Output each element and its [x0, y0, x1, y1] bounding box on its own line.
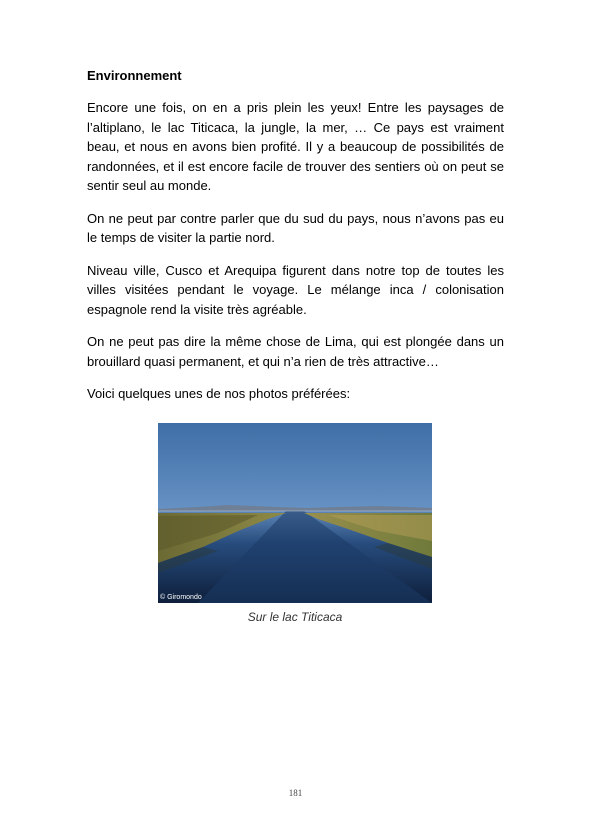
- text-body: [87, 66, 504, 417]
- lake-titicaca-photo: [158, 423, 432, 603]
- paragraph-photos-intro: Voici quelques unes de nos photos préférées:: [87, 386, 351, 401]
- photo-watermark: © Giromondo: [160, 594, 202, 601]
- paragraph-lima: On ne peut pas dire la même chose de Lima, qui est plongée dans un brouillard quasi permanent, et qui n’a rien de très attractive…: [87, 334, 504, 369]
- photo-caption: Sur le lac Titicaca: [247, 610, 343, 624]
- paragraph-landscapes: Encore une fois, on en a pris plein les yeux! Entre les paysages de l’altiplano, le lac Titicaca, la jungle, la mer, … Ce pays est vraiment beau, et nous en avons bien profité. Il y a beaucoup de possibilités de randonnées, et il est encore facile de trouver des sentiers où on peut se sentir seul au monde.: [87, 100, 504, 193]
- section-heading: Environnement: [87, 68, 182, 83]
- paragraph-south-only: On ne peut par contre parler que du sud du pays, nous n’avons pas eu le temps de visiter la partie nord.: [87, 210, 504, 245]
- page-number: 181: [288, 788, 303, 798]
- paragraph-cities: Niveau ville, Cusco et Arequipa figurent dans notre top de toutes les villes visitées pendant le voyage. Le mélange inca / colonisation espagnole rend la visite très agréable.: [87, 262, 504, 317]
